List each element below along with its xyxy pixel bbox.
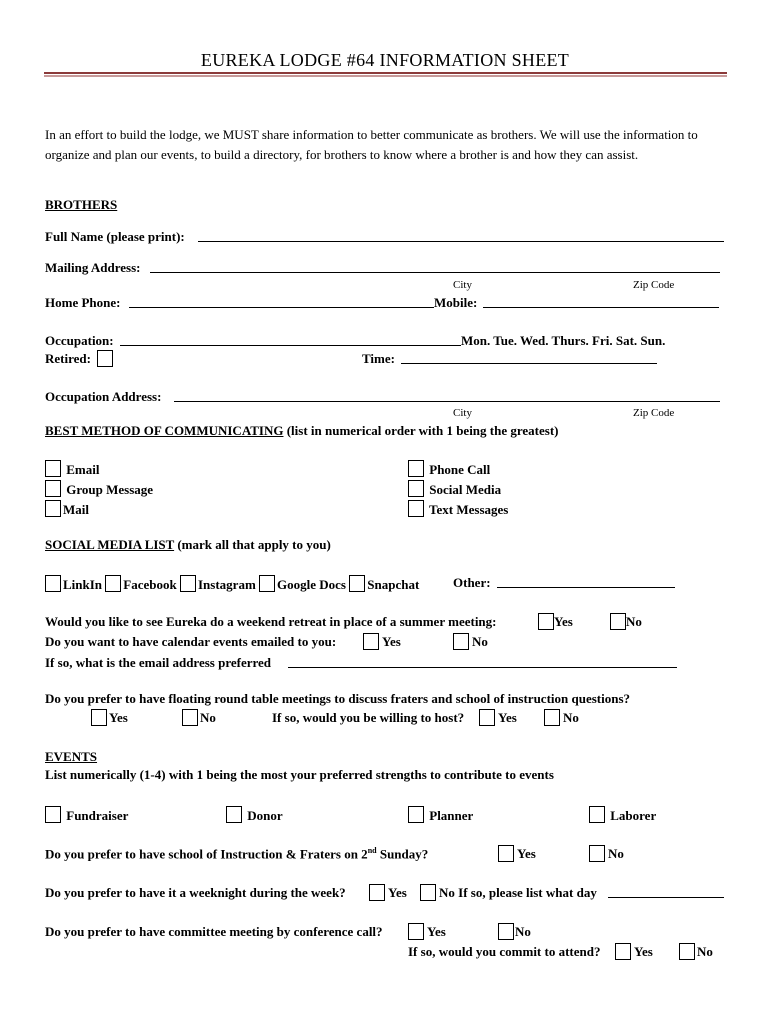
time-field[interactable]	[401, 352, 657, 364]
option-text-messages-label: Text Messages	[429, 502, 509, 517]
option-group-message-label: Group Message	[66, 482, 154, 497]
events-heading: EVENTS	[45, 749, 98, 764]
soi-yes-checkbox[interactable]	[498, 845, 514, 862]
option-email-label: Email	[66, 462, 100, 477]
option-phone-call[interactable]	[408, 460, 490, 478]
commit-yes-checkbox[interactable]	[615, 943, 631, 960]
occupation-label: Occupation:	[45, 333, 114, 348]
host-yes-checkbox[interactable]	[479, 709, 495, 726]
days-of-week: Mon. Tue. Wed. Thurs. Fri. Sat. Sun.	[461, 333, 666, 348]
weeknight-question: Do you prefer to have it a weeknight during the week?	[45, 885, 346, 900]
social-google-docs-label: Google Docs	[277, 577, 346, 592]
option-social-media[interactable]	[408, 480, 501, 498]
commit-question: If so, would you commit to attend?	[408, 944, 601, 959]
social-snapchat-label: Snapchat	[367, 577, 420, 592]
social-heading-note: (mark all that apply to you)	[174, 537, 331, 552]
option-phone-call-label: Phone Call	[429, 462, 491, 477]
social-linkin-label: LinkIn	[63, 577, 103, 592]
conference-question: Do you prefer to have committee meeting by conference call?	[45, 924, 383, 939]
communicating-heading	[45, 423, 558, 439]
calendar-question: Do you want to have calendar events emailed to you:	[45, 634, 337, 649]
calendar-yes-checkbox[interactable]	[363, 633, 379, 650]
role-fundraiser[interactable]	[45, 806, 128, 824]
role-donor[interactable]	[226, 806, 283, 824]
weeknight-yes-checkbox[interactable]	[369, 884, 385, 901]
mobile-field[interactable]	[483, 296, 719, 308]
fundraiser-checkbox[interactable]	[45, 806, 61, 823]
weeknight-no-checkbox[interactable]	[420, 884, 436, 901]
home-phone-label: Home Phone:	[45, 295, 121, 310]
group-message-checkbox[interactable]	[45, 480, 61, 497]
title-rule-shadow	[44, 75, 727, 77]
conference-no-label: No	[515, 924, 531, 939]
mailing-address-field[interactable]	[150, 261, 720, 273]
full-name-field[interactable]	[198, 230, 724, 242]
commit-no-label: No	[697, 944, 713, 959]
retreat-no-label: No	[626, 614, 642, 629]
weeknight-yes-label: Yes	[388, 885, 407, 900]
option-text-messages[interactable]	[408, 500, 508, 518]
retreat-no-checkbox[interactable]	[610, 613, 626, 630]
communicating-heading-note: (list in numerical order with 1 being the greatest)	[283, 423, 559, 438]
option-mail-label: Mail	[63, 502, 89, 517]
roundtable-yes-checkbox[interactable]	[91, 709, 107, 726]
conference-yes-label: Yes	[427, 924, 446, 939]
social-media-checkbox[interactable]	[408, 480, 424, 497]
email-preferred-label: If so, what is the email address preferred	[45, 655, 272, 670]
role-planner-label: Planner	[429, 808, 474, 823]
snapchat-checkbox[interactable]	[349, 575, 365, 592]
option-mail[interactable]	[45, 500, 89, 518]
brothers-heading: BROTHERS	[45, 197, 118, 212]
events-instructions: List numerically (1-4) with 1 being the most your preferred strengths to contribute to events	[45, 767, 554, 782]
social-other-field[interactable]	[497, 576, 675, 588]
city-caption: City	[453, 279, 472, 291]
occupation-address-label: Occupation Address:	[45, 389, 162, 404]
role-donor-label: Donor	[247, 808, 283, 823]
option-group-message[interactable]	[45, 480, 153, 498]
role-laborer[interactable]	[589, 806, 656, 824]
soi-no-checkbox[interactable]	[589, 845, 605, 862]
roundtable-yes-label: Yes	[109, 710, 128, 725]
mobile-label: Mobile:	[434, 295, 478, 310]
host-no-checkbox[interactable]	[544, 709, 560, 726]
social-heading	[45, 537, 331, 553]
calendar-no-checkbox[interactable]	[453, 633, 469, 650]
soi-question-sup: nd	[367, 846, 377, 855]
page-title: EUREKA LODGE #64 INFORMATION SHEET	[200, 50, 570, 70]
google-docs-checkbox[interactable]	[259, 575, 275, 592]
social-heading-text: SOCIAL MEDIA LIST	[45, 537, 175, 552]
weeknight-day-field[interactable]	[608, 886, 724, 898]
retreat-yes-checkbox[interactable]	[538, 613, 554, 630]
instagram-checkbox[interactable]	[180, 575, 196, 592]
conference-no-checkbox[interactable]	[498, 923, 514, 940]
commit-yes-label: Yes	[634, 944, 653, 959]
soi-question-text: Do you prefer to have school of Instruction & Fraters on 2	[45, 846, 368, 862]
home-phone-field[interactable]	[129, 296, 434, 308]
email-preferred-field[interactable]	[288, 656, 677, 668]
role-planner[interactable]	[408, 806, 473, 824]
calendar-yes-label: Yes	[382, 634, 401, 649]
social-options	[45, 575, 419, 593]
zip-caption-2: Zip Code	[633, 407, 675, 419]
host-yes-label: Yes	[498, 710, 517, 725]
role-fundraiser-label: Fundraiser	[66, 808, 129, 823]
weeknight-no-label: No If so, please list what day	[439, 885, 597, 900]
option-email[interactable]	[45, 460, 99, 478]
roundtable-no-label: No	[200, 710, 216, 725]
roundtable-question: Do you prefer to have floating round table meetings to discuss fraters and school of instruction questions?	[45, 691, 631, 706]
social-instagram-label: Instagram	[198, 577, 256, 592]
laborer-checkbox[interactable]	[589, 806, 605, 823]
retired-label: Retired:	[45, 351, 91, 366]
host-question: If so, would you be willing to host?	[272, 710, 465, 725]
mailing-address-label: Mailing Address:	[45, 260, 141, 275]
soi-question	[45, 846, 428, 862]
social-other-label: Other:	[453, 575, 491, 590]
occupation-field[interactable]	[120, 334, 461, 346]
roundtable-no-checkbox[interactable]	[182, 709, 198, 726]
commit-no-checkbox[interactable]	[679, 943, 695, 960]
full-name-label: Full Name (please print):	[45, 229, 185, 244]
social-facebook-label: Facebook	[123, 577, 177, 592]
planner-checkbox[interactable]	[408, 806, 424, 823]
phone-call-checkbox[interactable]	[408, 460, 424, 477]
intro-paragraph: In an effort to build the lodge, we MUST share information to better communicate as brothers. We will use the information to organize and plan our events, to build a directory, for brothers to know where a brother is and how they can assist.	[45, 127, 698, 162]
retreat-question: Would you like to see Eureka do a weekend retreat in place of a summer meeting:	[45, 614, 497, 629]
mail-checkbox[interactable]	[45, 500, 61, 517]
host-no-label: No	[563, 710, 579, 725]
text-messages-checkbox[interactable]	[408, 500, 424, 517]
communicating-heading-text: BEST METHOD OF COMMUNICATING	[45, 423, 284, 438]
conference-yes-checkbox[interactable]	[408, 923, 424, 940]
occupation-address-field[interactable]	[174, 390, 720, 402]
facebook-checkbox[interactable]	[105, 575, 121, 592]
retired-checkbox[interactable]	[97, 350, 113, 367]
calendar-no-label: No	[472, 634, 488, 649]
time-label: Time:	[362, 351, 395, 366]
city-caption-2: City	[453, 407, 472, 419]
zip-caption: Zip Code	[633, 279, 675, 291]
title-rule	[44, 72, 727, 74]
donor-checkbox[interactable]	[226, 806, 242, 823]
role-laborer-label: Laborer	[610, 808, 657, 823]
retreat-yes-label: Yes	[554, 614, 573, 629]
option-social-media-label: Social Media	[429, 482, 502, 497]
soi-yes-label: Yes	[517, 846, 536, 861]
soi-question-end: Sunday?	[376, 846, 429, 862]
soi-no-label: No	[608, 846, 624, 861]
email-checkbox[interactable]	[45, 460, 61, 477]
linkin-checkbox[interactable]	[45, 575, 61, 592]
